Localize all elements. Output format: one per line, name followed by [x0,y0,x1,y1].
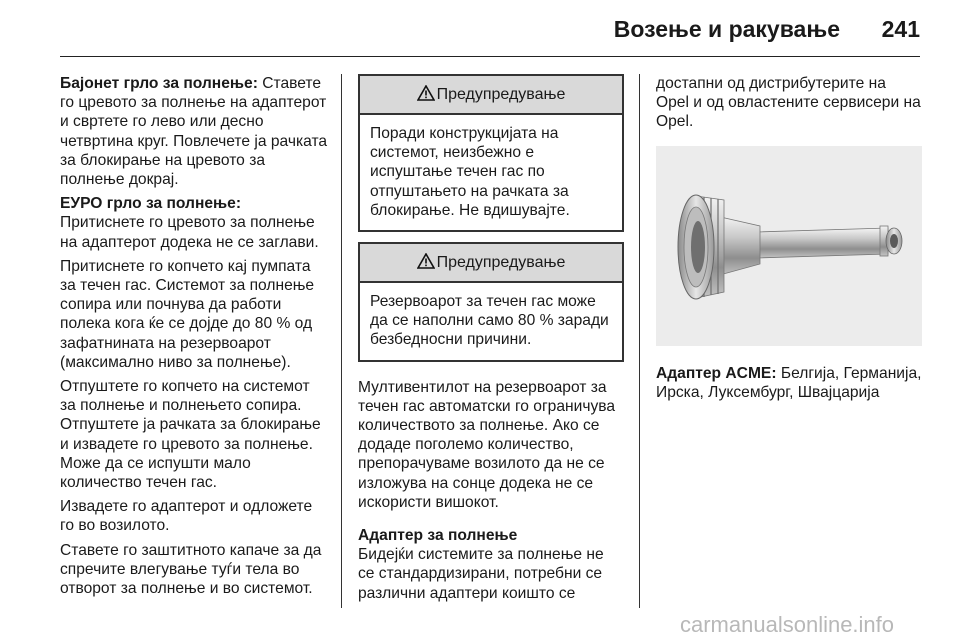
section-title: Возење и ракување [613,16,840,42]
column-2 [358,74,624,608]
column-3 [656,74,922,407]
heading-filling-adapter: Адаптер за полнење [358,527,518,545]
paragraph-remove-adapter: Извадете го адаптерот и одложете го во возилото. [60,498,313,535]
watermark: carmanualsonline.info [680,612,895,637]
figure-caption: Адаптер ACME: Белгија, Германија, Ирска, Луксембург, Швајцарија [656,364,922,401]
warning-triangle-icon [417,253,435,269]
column-divider-left [341,74,342,608]
column-divider-right [639,74,640,608]
warning-box-1 [358,74,624,232]
warning-triangle-icon [417,85,435,101]
term-euro: ЕУРО грло за полнење: [60,195,242,213]
paragraph-multivalve: Мултивентилот на резервоарот за течен гас автоматски го ограничува количеството за полнење. Ако се додаде поголемо количество, препорачуваме возилото да не се изложува на сонце додека не се искористи вишокот. [358,378,616,511]
paragraph-release-button: Отпуштете го копчето на системот за полнење и полнењето сопира. Отпуштете ја рачката за блокирање и извадете го цревото за полнење. Може да се испушти мало количество течен гас. [60,378,321,492]
warning-box-2 [358,242,624,362]
term-bayonet: Бајонет грло за полнење: [60,75,258,92]
adapter-drawing [656,146,922,346]
acme-adapter-illustration [656,146,922,346]
paragraph-availability: достапни од дистрибутерите на Opel и од овластените сервисери на Opel. [656,75,921,131]
warning-body: Резервоарот за течен гас може да се наполни само 80 % заради безбедносни причини. [370,293,609,349]
warning-header: Предупредување [360,244,622,283]
header-rule [60,56,920,57]
page-header [0,0,960,58]
column-1 [60,74,328,603]
paragraph-bayonet: Бајонет грло за полнење: Ставете го цревото за полнење на адаптерот и свртете го лево или десно четвртина круг. Повлечете ја рачката за блокирање на цревото за полнење докрај. [60,75,328,189]
paragraph-euro: ЕУРО грло за полнење: Притиснете го цревото за полнење на адаптерот додека не се заглави. [60,195,319,251]
paragraph-protective-cap: Ставете го заштитното капаче за да спречите влегување туѓи тела во отворот за полнење и во системот. [60,541,322,598]
paragraph-press-button: Притиснете го копчето кај пумпата за течен гас. Системот за полнење сопира или почнува да работи полека кога ќе се дојде до 80 % од зафатнината на резервоарот (максимално ниво за полнење). [60,257,315,371]
page-number: 241 [881,16,920,42]
caption-term: Адаптер ACME: [656,364,777,382]
warning-header: Предупредување [360,76,622,115]
paragraph-adapters: Бидејќи системите за полнење не се стандардизирани, потребни се различни адаптери коишто се [358,546,604,602]
warning-body: Поради конструкцијата на системот, неизбежно е испуштање течен гас по отпуштањето на рачката за блокирање. Не вдишувајте. [370,125,570,219]
